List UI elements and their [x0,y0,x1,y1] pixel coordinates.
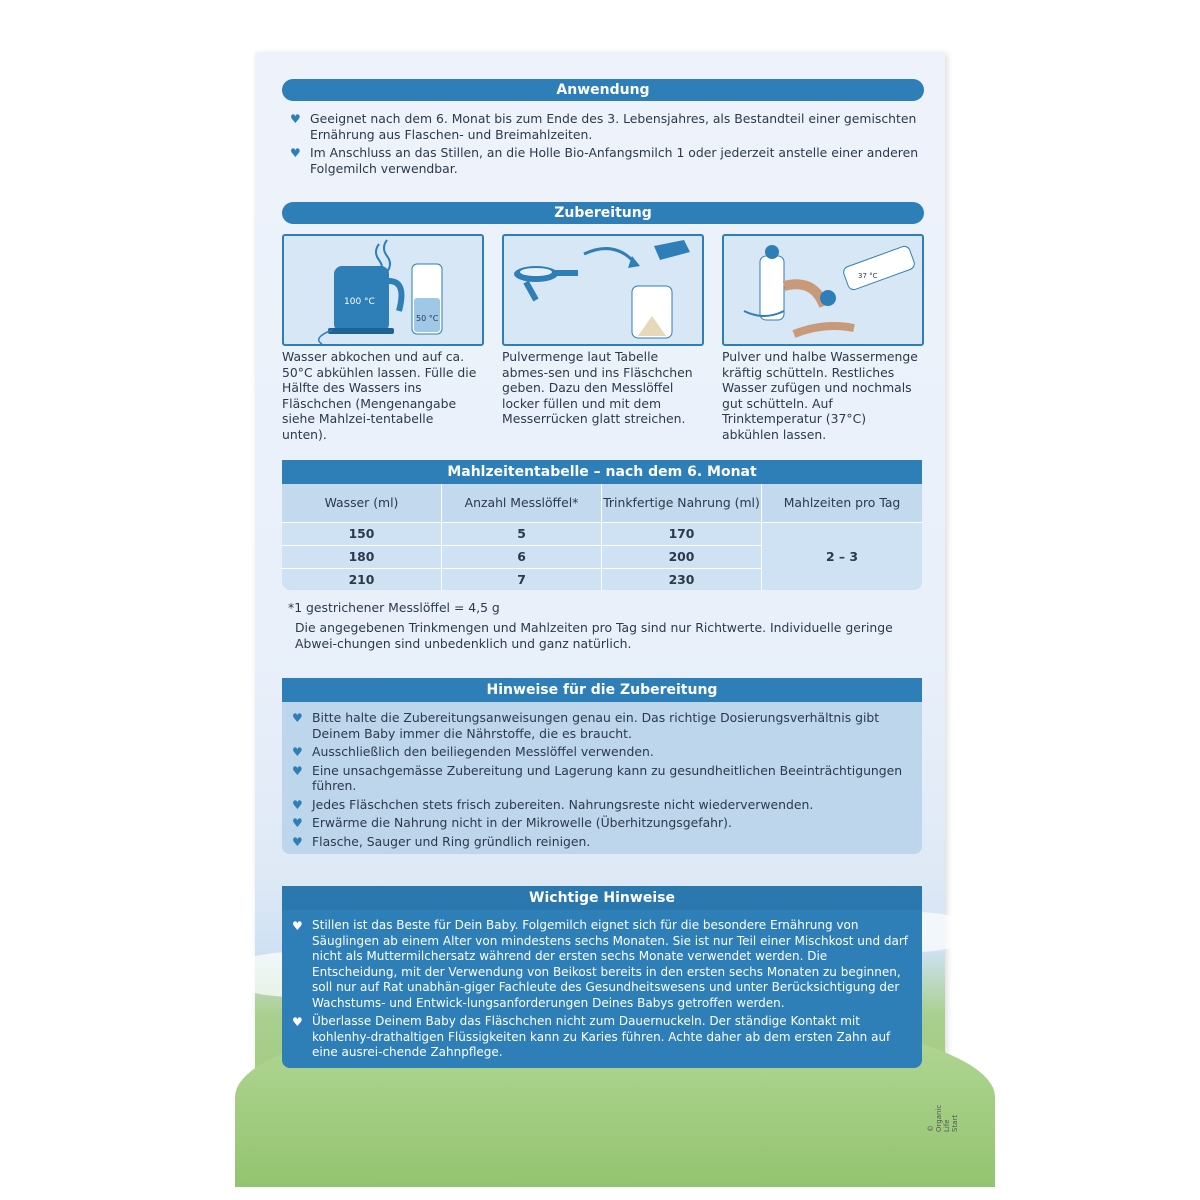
section-title-anwendung: Anwendung [282,79,924,101]
section-title-zubereitung: Zubereitung [282,202,924,224]
svg-text:37 °C: 37 °C [858,272,878,280]
heart-icon: ♥ [292,763,303,778]
heart-icon: ♥ [292,919,303,933]
copyright: © Organic Life Start [927,1104,959,1132]
svg-text:50 °C: 50 °C [416,314,439,323]
heart-icon: ♥ [292,711,303,725]
list-item: ♥ Ausschließlich den beiliegenden Messlöffel verwenden. [292,744,654,759]
table-cell: 2 – 3 [762,522,922,591]
anwendung-list [290,111,922,179]
section-title-wichtig: Wichtige Hinweise [282,886,922,910]
heart-icon: ♥ [292,816,303,830]
step-illustration-shake [722,234,924,346]
list-item: ♥ Geeignet nach dem 6. Monat bis zum Ende des 3. Lebensjahres, als Bestandteil einer gemischten Ernährung aus Flaschen- und Breimahlzeiten. [290,111,917,142]
column-loeffel [442,484,602,590]
step-text-3: Pulver und halbe Wassermenge kräftig schütteln. Restliches Wasser zufügen und nochmals gut schütteln. Auf Trinktemperatur (37°C) abkühlen lassen. [722,349,918,442]
table-cell: 6 [442,545,601,568]
column-mahlzeiten [762,484,922,590]
table-title: Mahlzeitentabelle – nach dem 6. Monat [282,460,922,484]
list-item: ♥ Flasche, Sauger und Ring gründlich reinigen. [292,833,591,849]
list-item: ♥ Erwärme die Nahrung nicht in der Mikrowelle (Überhitzungsgefahr). [292,815,732,830]
wichtig-list [292,918,912,1064]
table-cell: 180 [282,545,441,568]
list-item: ♥ Bitte halte die Zubereitungsanweisungen genau ein. Das richtige Dosierungsverhältnis gibt Deinem Baby immer die Nährstoffe, die es braucht. [292,710,880,741]
heart-icon: ♥ [292,834,303,849]
heart-icon: ♥ [292,745,303,759]
heart-icon: ♥ [292,797,303,812]
step-illustration-scoop [502,234,704,346]
table-cell: 200 [602,545,761,568]
list-item: ♥ Jedes Fläschchen stets frisch zubereiten. Nahrungsreste nicht wiederverwenden. [292,796,814,812]
column-wasser [282,484,442,590]
section-title-hinweise: Hinweise für die Zubereitung [282,678,922,702]
shake-bottle-icon [724,236,922,344]
table-cell: 150 [282,522,441,545]
column-nahrung [602,484,762,590]
kettle-icon [284,236,482,344]
heart-icon: ♥ [292,1015,303,1029]
step-text-1: Wasser abkochen und auf ca. 50°C abkühlen lassen. Fülle die Hälfte des Wassers ins Fläschchen (Mengenangabe siehe Mahlzei-tentabelle unten). [282,349,477,442]
table-cell: 7 [442,568,601,591]
wichtige-hinweise-panel [282,886,922,1068]
footnote: *1 gestrichener Messlöffel = 4,5 g [288,600,500,615]
table-cell: 5 [442,522,601,545]
column-header: Trinkfertige Nahrung (ml) [602,484,761,522]
step-text-2: Pulvermenge laut Tabelle abmes-sen und ins Fläschchen geben. Dazu den Messlöffel locker füllen und mit dem Messerrücken glatt streichen. [502,349,693,427]
hinweise-list [292,710,912,852]
table-cell: 230 [602,568,761,591]
mahlzeiten-table [282,460,922,590]
list-item: ♥ Überlasse Deinem Baby das Fläschchen nicht zum Dauernuckeln. Der ständige Kontakt mit kohlenhy-drathaltigen Flüssigkeiten kann zu Karies führen. Achte daher ab dem ersten Zahn auf eine ausrei-chende Zahnpflege. [292,1014,891,1059]
step-illustration-kettle [282,234,484,346]
package-back [255,52,959,1147]
table-cell: 210 [282,568,441,591]
column-header: Anzahl Messlöffel* [442,484,601,522]
table-cell: 170 [602,522,761,545]
list-item: ♥ Im Anschluss an das Stillen, an die Holle Bio-Anfangsmilch 1 oder jederzeit anstelle einer anderen Folgemilch verwendbar. [290,145,919,176]
richtwerte-note: Die angegebenen Trinkmengen und Mahlzeiten pro Tag sind nur Richtwerte. Individuelle geringe Abwei-chungen sind unbedenklich und ganz natürlich. [295,620,893,651]
hinweise-panel [282,678,922,854]
column-header: Mahlzeiten pro Tag [762,484,922,522]
heart-icon: ♥ [290,146,301,160]
svg-text:100 °C: 100 °C [344,297,375,307]
scoop-icon [504,236,702,344]
list-item: ♥ Stillen ist das Beste für Dein Baby. Folgemilch eignet sich für die besondere Ernährung von Säuglingen ab einem Alter von mindestens sechs Monaten. Sie ist nur Teil einer Mischkost und darf nicht als Muttermilchersatz während der ersten sechs Monate verwendet werden. Die Entscheidung, mit der Verwendung von Beikost bereits in den ersten sechs Monaten zu beginnen, soll nur auf Rat unabhän-giger Fachleute des Gesundheitswesens und unter Berücksichtigung der Wachstums- und Entwick-lungsanforderungen Deines Babys getroffen werden. [292,918,909,1010]
list-item: ♥ Eine unsachgemässe Zubereitung und Lagerung kann zu gesundheitlichen Beeinträchtigungen führen. [292,762,903,793]
heart-icon: ♥ [290,112,301,126]
column-header: Wasser (ml) [282,484,441,522]
